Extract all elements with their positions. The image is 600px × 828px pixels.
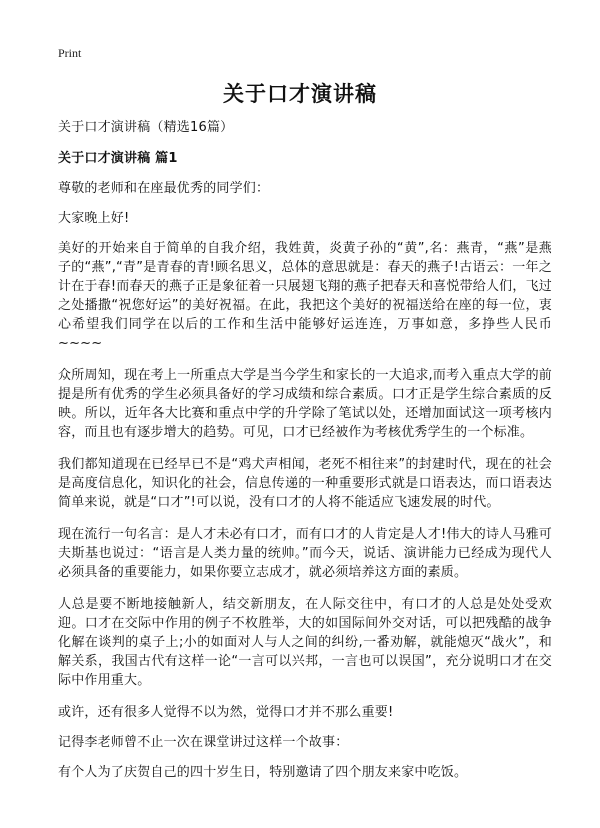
paragraph-story-intro: 记得李老师曾不止一次在课堂讲过这样一个故事： [58,735,349,750]
paragraph-salutation: 大家晚上好! [58,211,130,226]
paragraph-story-start: 有个人为了庆贺自己的四十岁生日，特别邀请了四个朋友来家中吃饭。 [58,765,468,780]
paragraph-greeting: 尊敬的老师和在座最优秀的同学们： [58,181,270,196]
print-link[interactable]: Print [58,46,82,60]
paragraph-doubt: 或许，还有很多人觉得不以为然，觉得口才并不那么重要! [58,705,394,720]
document-subtitle: 关于口才演讲稿（精选16篇） [58,120,234,135]
paragraph-famous-quote: 现在流行一句名言：是人才未必有口才，而有口才的人肯定是人才!伟大的诗人马雅可夫斯基也说过：“语言是人类力量的统帅。”而今天，说话、演讲能力已经成为现代人必须具备的重要能力，如果你要立志成才，就必须培养这方面的素质。 [58,527,552,580]
section-heading: 关于口才演讲稿 篇1 [58,151,178,166]
page-title: 关于口才演讲稿 [223,82,377,106]
paragraph-social-interaction: 人总是要不断地接触新人，结交新朋友，在人际交往中，有口才的人总是处处受欢迎。口才在交际中作用的例子不枚胜举，大的如国际间外交对话，可以把残酷的战争化解在谈判的桌子上;小的如面对人与人之间的纠纷,一番劝解，就能熄灭“战火”，和解关系，我国古代有这样一论“一言可以兴邦，一言也可以误国”，充分说明口才在交际中作用重大。 [58,597,552,688]
document-body [58,118,552,793]
paragraph-university: 众所周知，现在考上一所重点大学是当今学生和家长的一大追求,而考入重点大学的前提是所有优秀的学生必须具备好的学习成绩和综合素质。口才正是学生综合素质的反映。所以，近年各大比赛和重点中学的升学除了笔试以处，还增加面试这一项考核内容，而且也有逐步增大的趋势。可见，口才已经被作为考核优秀学生的一个标准。 [58,368,552,440]
paragraph-introduction: 美好的开始来自于简单的自我介绍，我姓黄，炎黄子孙的“黄”,名：燕青，“燕”是燕子的“燕”,“青”是青春的青!顾名思义，总体的意思就是：春天的燕子!古语云：一年之计在于春!而春天的燕子正是象征着一只展翅飞翔的燕子把春天和喜悦带给人们，飞过之处播撒“祝您好运”的美好祝福。在此，我把这个美好的祝福送给在座的每一位，衷心希望我们同学在以后的工作和生活中能够好运连连，万事如意，多挣些人民币~~~~ [58,241,552,351]
paragraph-information-age: 我们都知道现在已经早已不是“鸡犬声相闻，老死不相往来”的封建时代，现在的社会是高度信息化，知识化的社会，信息传递的一种重要形式就是口语表达，而口语表达简单来说，就是“口才”!可以说，没有口才的人将不能适应飞速发展的时代。 [58,457,552,510]
